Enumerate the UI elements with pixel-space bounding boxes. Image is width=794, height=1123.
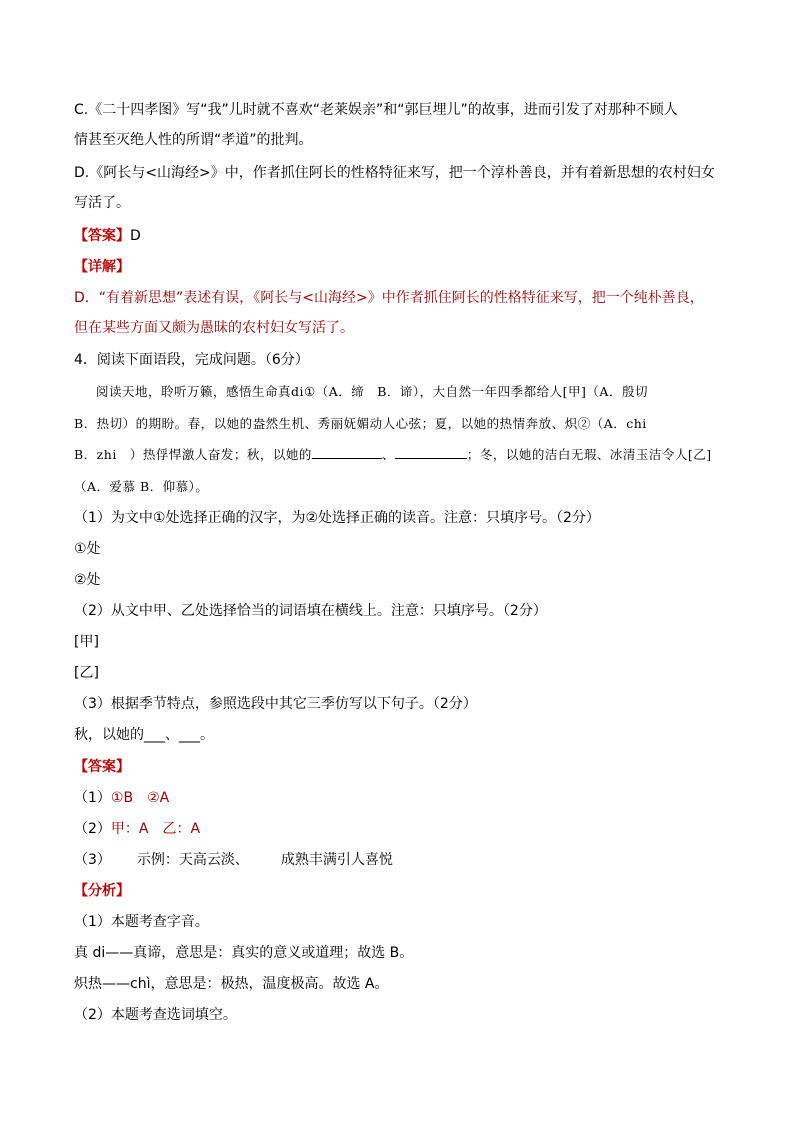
passage-line-2: B．热切）的期盼。春，以她的盎然生机、秀丽妩媚动人心弦；夏，以她的热情奔放、炽②（A．chi <box>74 416 647 431</box>
sub-question-2-blank-yi: [乙] <box>74 665 99 681</box>
detail-line-1: D．“有着新思想”表述有误，《阿长与<山海经>》中作者抓住阿长的性格特征来写，把一个纯朴善良， <box>74 290 704 306</box>
answer-3 <box>74 850 393 870</box>
sub-question-3-sentence: 秋，以她的___、___。 <box>74 727 214 743</box>
passage-line-3-end: ；冬，以她的洁白无瑕、冰清玉洁令人[乙] <box>466 447 712 462</box>
q4-answer-heading: 【答案】 <box>74 759 130 775</box>
q3-answer <box>74 226 141 246</box>
sub-question-2: （2）从文中甲、乙处选择恰当的词语填在横线上。注意：只填序号。（2分） <box>74 603 547 619</box>
answer-3-prefix: （3） <box>74 852 111 868</box>
answer-1 <box>74 788 169 808</box>
sub-question-3: （3）根据季节特点，参照选段中其它三季仿写以下句子。（2分） <box>74 696 477 712</box>
detail-heading: 【详解】 <box>74 259 130 275</box>
option-d-line-2: 写活了。 <box>74 195 130 211</box>
sub-question-1-blank-a: ①处 <box>74 541 101 557</box>
answer-1-prefix: （1） <box>74 790 111 806</box>
option-c-line-2: 情甚至灭绝人性的所谓“孝道”的批判。 <box>74 132 313 148</box>
blank-2[interactable] <box>395 458 467 459</box>
passage-separator: 、 <box>381 447 395 462</box>
answer-2-value: 甲：A 乙：A <box>110 821 201 837</box>
passage-line-3-start: B．zhi ）热俘悍激人奋发；秋，以她的 <box>74 447 312 462</box>
question-4-title: 4．阅读下面语段，完成问题。（6分） <box>74 352 309 368</box>
answer-value: D <box>130 228 141 244</box>
passage-line-1: 阅读天地，聆听万籁，感悟生命真di①（A．缔 B．谛），大自然一年四季都给人[甲]（A．殷切 <box>96 384 648 399</box>
answer-2-prefix: （2） <box>74 821 111 837</box>
answer-heading: 【答案】 <box>74 228 130 244</box>
answer-3-value-b: 成熟丰满引人喜悦 <box>280 852 393 868</box>
sub-question-1: （1）为文中①处选择正确的汉字，为②处选择正确的读音。注意：只填序号。（2分） <box>74 510 600 526</box>
analysis-heading: 【分析】 <box>74 883 130 899</box>
sub-question-1-blank-b: ②处 <box>74 572 101 588</box>
option-c-line-1: C.《二十四孝图》写“我”儿时就不喜欢“老莱娱亲”和“郭巨埋儿”的故事，进而引发了对那种不顾人 <box>74 102 678 118</box>
analysis-line-1: （1）本题考查字音。 <box>74 914 209 930</box>
detail-line-2: 但在某些方面又颇为愚昧的农村妇女写活了。 <box>74 320 354 336</box>
option-d-line-1: D.《阿长与<山海经>》中，作者抓住阿长的性格特征来写，把一个淳朴善良，并有着新思想的农村妇女 <box>74 165 715 181</box>
blank-1[interactable] <box>312 458 382 459</box>
analysis-line-3: 炽热——chì，意思是：极热，温度极高。故选 A。 <box>74 976 389 992</box>
passage-line-3 <box>74 445 712 465</box>
answer-2 <box>74 819 200 839</box>
answer-3-value-a: 示例：天高云淡、 <box>136 852 249 868</box>
passage-line-4: （A．爱慕 B．仰慕）。 <box>74 479 209 494</box>
answer-1-value: ①B ②A <box>110 790 170 806</box>
sub-question-2-blank-jia: [甲] <box>74 634 99 650</box>
analysis-line-2: 真 di——真谛，意思是：真实的意义或道理；故选 B。 <box>74 945 414 961</box>
analysis-line-4: （2）本题考查选词填空。 <box>74 1007 237 1023</box>
